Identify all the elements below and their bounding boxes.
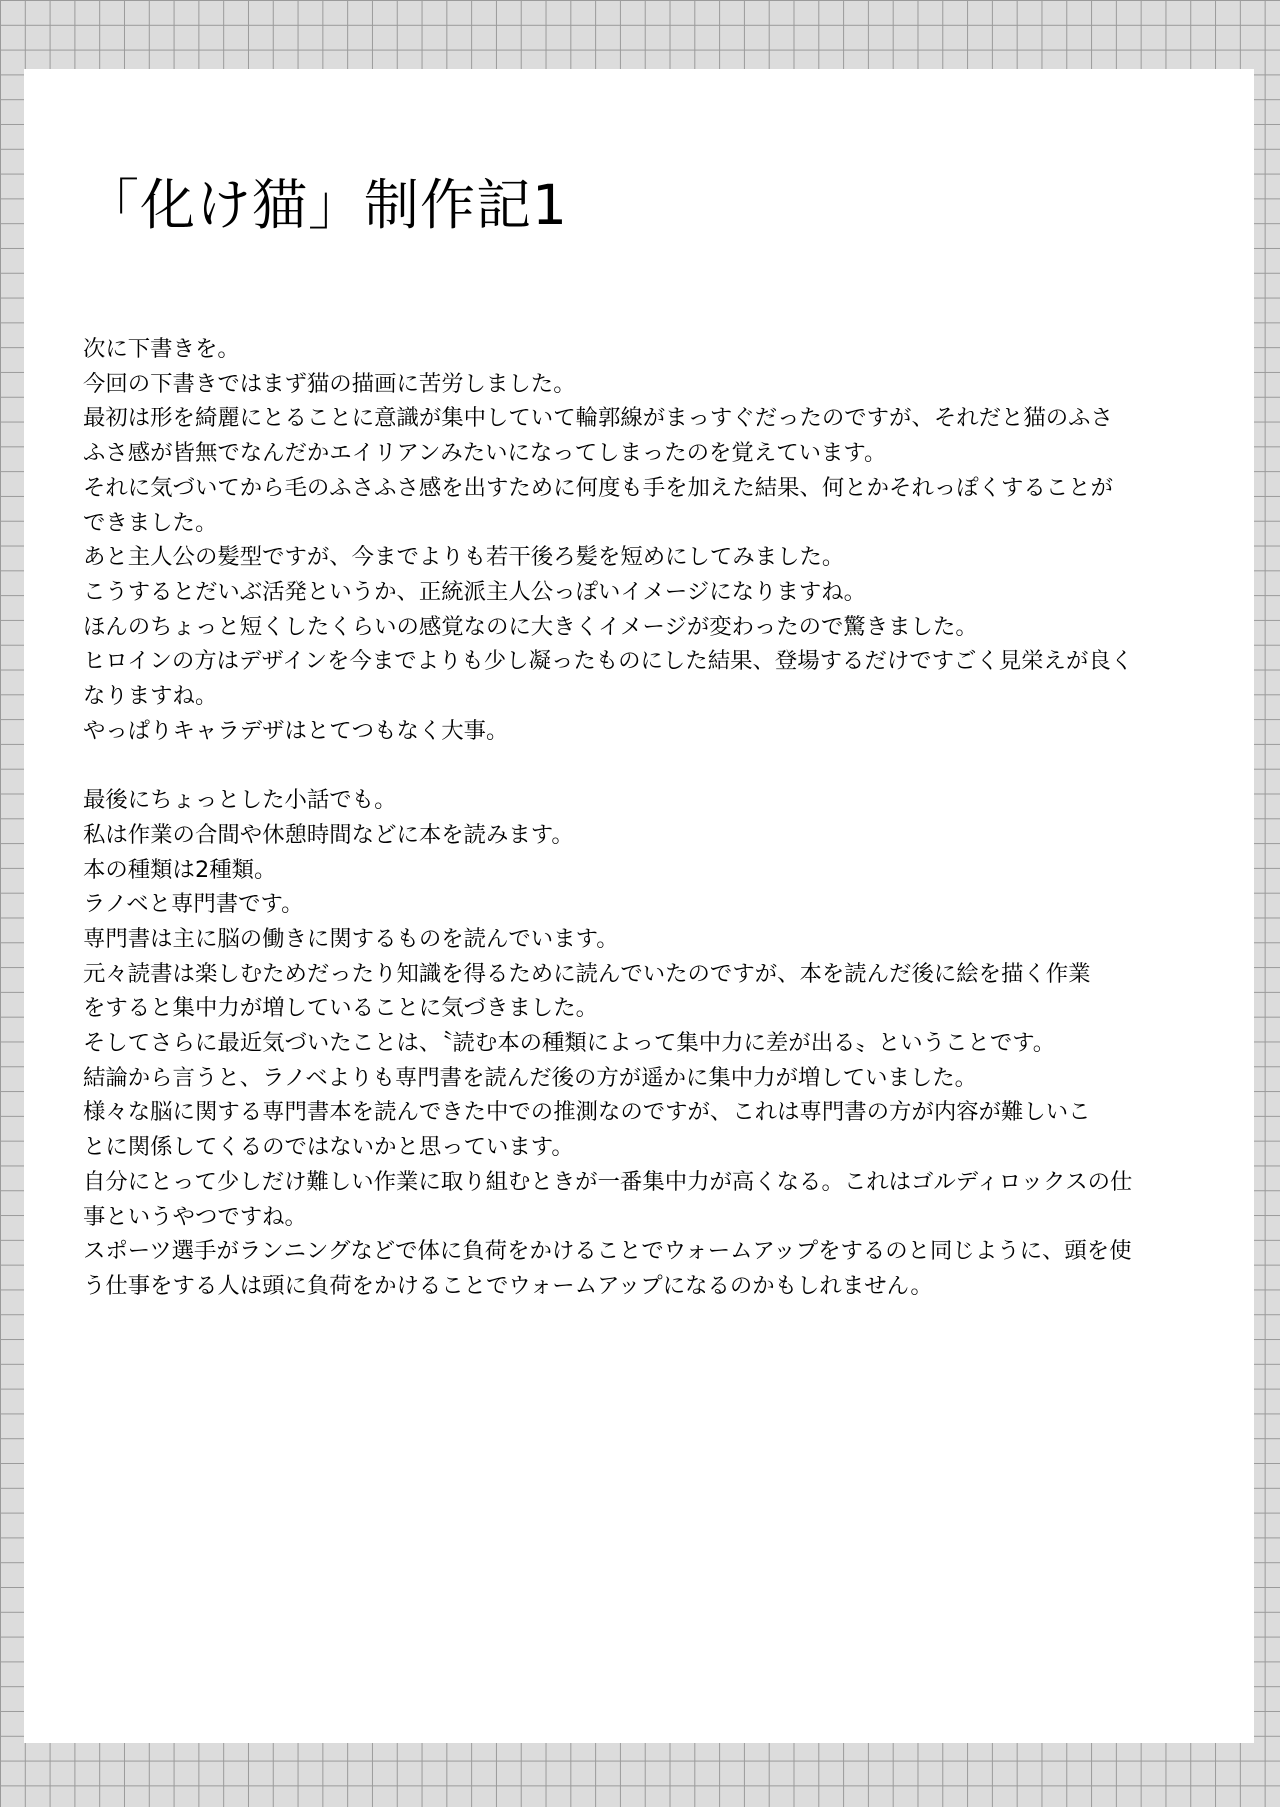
body-line: 自分にとって少しだけ難しい作業に取り組むときが一番集中力が高くなる。これはゴルディロックスの仕 bbox=[83, 1168, 1133, 1195]
body-line: をすると集中力が増していることに気づきました。 bbox=[83, 995, 598, 1022]
body-line: ラノベと専門書です。 bbox=[83, 891, 304, 918]
body-line: 様々な脳に関する専門書本を読んできた中での推測なのですが、これは専門書の方が内容が難しいこ bbox=[83, 1099, 1091, 1126]
blank-line bbox=[83, 748, 1233, 783]
body-text bbox=[83, 332, 1233, 1304]
body-line: とに関係してくるのではないかと思っています。 bbox=[83, 1134, 574, 1161]
body-line: ふさ感が皆無でなんだかエイリアンみたいになってしまったのを覚えています。 bbox=[83, 440, 887, 467]
body-line: なりますね。 bbox=[83, 683, 218, 710]
body-line: ほんのちょっと短くしたくらいの感覚なのに大きくイメージが変わったので驚きました。 bbox=[83, 613, 978, 640]
body-line: それに気づいてから毛のふさふさ感を出すために何度も手を加えた結果、何とかそれっぽくすることが bbox=[83, 474, 1113, 501]
body-line: 私は作業の合間や休憩時間などに本を読みます。 bbox=[83, 821, 574, 848]
page-title: 「化け猫」制作記1 bbox=[84, 173, 568, 237]
body-line: 事というやつですね。 bbox=[83, 1203, 307, 1230]
body-line: 今回の下書きではまず猫の描画に苦労しました。 bbox=[83, 370, 576, 397]
body-line: 専門書は主に脳の働きに関するものを読んでいます。 bbox=[83, 925, 619, 952]
page-sheet bbox=[24, 69, 1254, 1743]
body-line: できました。 bbox=[83, 509, 218, 536]
body-line: こうするとだいぶ活発というか、正統派主人公っぽいイメージになりますね。 bbox=[83, 578, 866, 605]
body-line: 次に下書きを。 bbox=[83, 336, 240, 362]
body-line: あと主人公の髪型ですが、今までよりも若干後ろ髪を短めにしてみました。 bbox=[83, 544, 845, 571]
body-line: そしてさらに最近気づいたことは、〝読む本の種類によって集中力に差が出る〟ということです。 bbox=[83, 1030, 1056, 1057]
body-line: 本の種類は2種類。 bbox=[83, 856, 277, 883]
body-line: う仕事をする人は頭に負荷をかけることでウォームアップになるのかもしれません。 bbox=[83, 1272, 933, 1299]
body-line: 最後にちょっとした小話でも。 bbox=[83, 787, 397, 814]
body-line: 結論から言うと、ラノベよりも専門書を読んだ後の方が遥かに集中力が増していました。 bbox=[83, 1064, 978, 1091]
body-line: 最初は形を綺麗にとることに意識が集中していて輪郭線がまっすぐだったのですが、それだと猫のふさ bbox=[83, 405, 1113, 432]
body-line: ヒロインの方はデザインを今までよりも少し凝ったものにした結果、登場するだけですごく見栄えが良く bbox=[83, 648, 1134, 675]
body-line: やっぱりキャラデザはとてつもなく大事。 bbox=[83, 717, 509, 744]
body-line: スポーツ選手がランニングなどで体に負荷をかけることでウォームアップをするのと同じように、頭を使 bbox=[83, 1238, 1132, 1265]
body-line: 元々読書は楽しむためだったり知識を得るために読んでいたのですが、本を読んだ後に絵を描く作業 bbox=[83, 960, 1091, 987]
